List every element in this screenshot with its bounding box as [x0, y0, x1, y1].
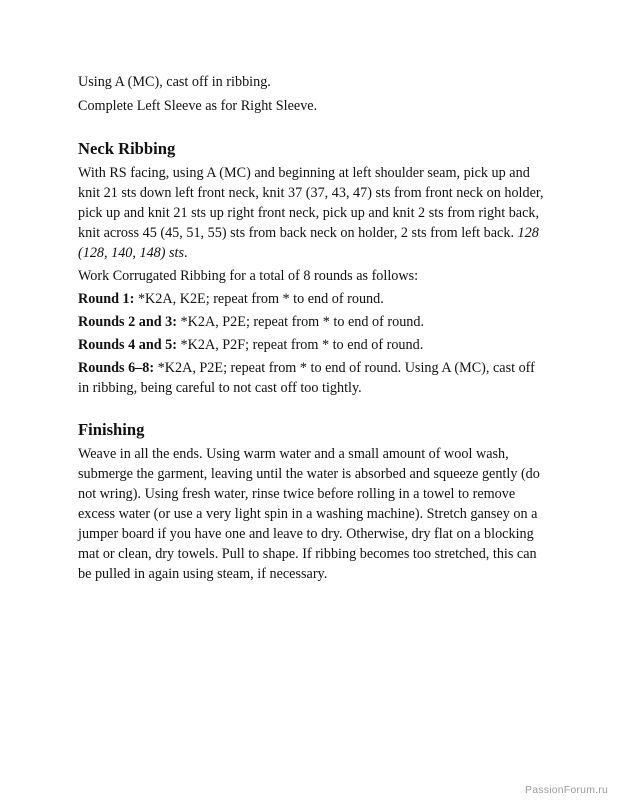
- neck-ribbing-stitch-total: 128 (128, 140, 148) sts: [78, 225, 539, 261]
- neck-ribbing-instructions: With RS facing, using A (MC) and beginning at left shoulder seam, pick up and knit 21 sts down left front neck, knit 37 (37, 43, 47) sts from front neck on holder, pick up and knit 21 sts up right front neck, pick up and knit 2 sts from right back, knit across 45 (45, 51, 55) sts from back neck on holder, 2 sts from left back.: [78, 165, 544, 241]
- rounds-4-5-label: Rounds 4 and 5:: [78, 337, 177, 353]
- rounds-6-8-text: *K2A, P2E; repeat from * to end of round. Using A (MC), cast off in ribbing, being careful to not cast off too tightly.: [78, 360, 535, 396]
- corrugated-ribbing-intro: Work Corrugated Ribbing for a total of 8 rounds as follows:: [78, 268, 419, 284]
- rounds-2-3-text: *K2A, P2E; repeat from * to end of round.: [176, 314, 425, 330]
- watermark: PassionForum.ru: [525, 784, 608, 796]
- neck-ribbing-paragraph: [78, 163, 548, 263]
- rounds-6-8-label: Rounds 6–8:: [78, 360, 155, 376]
- round-1-text: *K2A, K2E; repeat from * to end of round.: [134, 291, 384, 307]
- rounds-2-3-instruction: [78, 312, 548, 332]
- round-1-instruction: [78, 289, 548, 309]
- finishing-heading: Finishing: [78, 420, 145, 439]
- neck-ribbing-period: .: [184, 245, 188, 261]
- rounds-6-8-instruction: [78, 358, 548, 398]
- round-1-label: Round 1:: [78, 291, 135, 307]
- intro-line-1: Using A (MC), cast off in ribbing.: [78, 74, 271, 90]
- rounds-4-5-text: *K2A, P2F; repeat from * to end of round.: [176, 337, 424, 353]
- intro-line-2: Complete Left Sleeve as for Right Sleeve.: [78, 98, 318, 114]
- finishing-paragraph: Weave in all the ends. Using warm water and a small amount of wool wash, submerge the garment, leaving until the water is absorbed and squeeze gently (do not wring). Using fresh water, rinse twice before rolling in a towel to remove excess water (or use a very light spin in a washing machine). Stretch gansey on a jumper board if you have one and leave to dry. Otherwise, dry flat on a blocking mat or clean, dry towels. Pull to shape. If ribbing becomes too stretched, this can be pulled in again using steam, if necessary.: [78, 446, 540, 582]
- rounds-2-3-label: Rounds 2 and 3:: [78, 314, 177, 330]
- neck-ribbing-heading: Neck Ribbing: [78, 139, 176, 158]
- document-page: [78, 72, 548, 584]
- rounds-4-5-instruction: [78, 335, 548, 355]
